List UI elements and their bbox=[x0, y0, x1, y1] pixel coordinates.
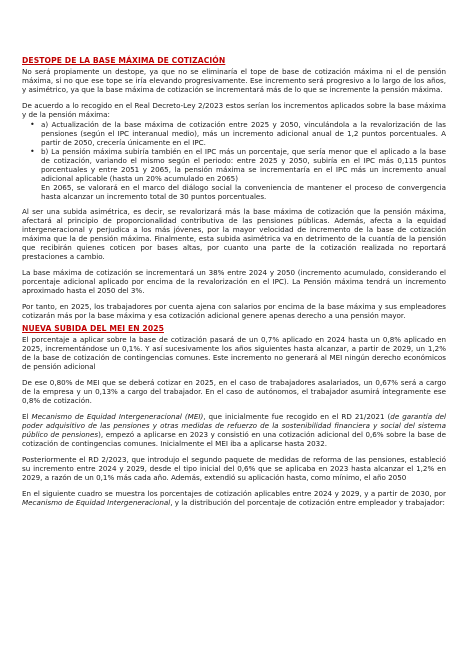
text-run: , que inicialmente fue recogido en el RD 21/2021 ( bbox=[203, 411, 391, 421]
bullet-list bbox=[22, 120, 446, 183]
text-run: , y la distribución del porcentaje de cotización entre empleador y trabajador: bbox=[170, 497, 445, 507]
bullet-item-b: • b) La pensión máxima subiría también en el IPC más un porcentaje, que sería menor que el aplicado a la base de cotización, variando el mismo según el periodo: entre 2025 y 2050, subiría en el IPC más 0,115 puntos porcentuales y entre 2051 y 2065, la pensión máxima se incrementaría en el IPC más un incremento anual adicional aplicable (hasta un 20% acumulado en 2065) bbox=[22, 147, 446, 183]
text-run-italic: Mecanismo de Equidad Intergeneracional (MEI) bbox=[31, 411, 204, 421]
bullet-continuation: En 2065, se valorará en el marco del diálogo social la conveniencia de mantener el proceso de convergencia hasta alcanzar un incremento total de 30 puntos porcentuales. bbox=[41, 182, 446, 201]
section-mei bbox=[22, 324, 446, 507]
paragraph-mei-origin bbox=[22, 412, 446, 448]
text-run: El bbox=[22, 411, 32, 421]
section-heading-destope: DESTOPE DE LA BASE MÁXIMA DE COTIZACIÓN bbox=[22, 56, 226, 65]
text-run-italic: de garantía del poder adquisitivo de las pensiones y otras medidas de refuerzo de la sostenibilidad financiera y social del sistema público de pensiones bbox=[22, 411, 447, 439]
section-destope bbox=[22, 56, 446, 320]
paragraph: De ese 0,80% de MEI que se deberá cotizar en 2025, en el caso de trabajadores asalariados, un 0,67% será a cargo de la empresa y un 0,13% a cargo del trabajador. En el caso de autónomos, el trabajador asumirá íntegramente ese 0,8% de cotización. bbox=[22, 377, 446, 405]
paragraph: De acuerdo a lo recogido en el Real Decreto-Ley 2/2023 estos serían los incrementos aplicados sobre la base máxima y de la pensión máxima: bbox=[22, 100, 446, 119]
paragraph: Posteriormente el RD 2/2023, que introdujo el segundo paquete de medidas de reforma de las pensiones, estableció su incremento entre 2024 y 2029, desde el tipo inicial del 0,6% que se aplicaba en 2023 hasta alcanzar el 1,2% en 2029, a razón de un 0,1% más cada año. Además, extendió su aplicación hasta, como mínimo, el año 2050 bbox=[22, 454, 446, 482]
paragraph-table-intro bbox=[22, 489, 446, 507]
text-run-italic: Mecanismo de Equidad Intergeneracional bbox=[22, 497, 171, 507]
text-run: En el siguiente cuadro se muestra los porcentajes de cotización aplicables entre 2024 y 2029, y a partir de 2030, por bbox=[22, 488, 446, 498]
paragraph: La base máxima de cotización se incrementará un 38% entre 2024 y 2050 (incremento acumulado, considerando el porcentaje adicional aplicado por encima de la revalorización en el IPC). La Pensión máxima tendrá un incremento aproximado hasta el 2050 del 3%. bbox=[22, 267, 446, 295]
section-heading-mei: NUEVA SUBIDA DEL MEI EN 2025 bbox=[22, 323, 164, 333]
paragraph: No será propiamente un destope, ya que no se eliminaría el tope de base de cotización máxima ni el de pensión máxima, si no que ese tope se iría elevando progresivamente. Ese incremento será progresivo a lo largo de los años, y asimétrico, ya que la base máxima de cotización se incrementará más de lo que se incremente la pensión máxima. bbox=[22, 66, 446, 94]
paragraph: El porcentaje a aplicar sobre la base de cotización pasará de un 0,7% aplicado en 2024 hasta un 0,8% aplicado en 2025, incrementándose un 0,1%. Y así sucesivamente los años siguientes hasta alcanzar, a partir de 2029, un 1,2% de la base de cotización de contingencias comunes. Este incremento no generará al MEI ningún derecho económicos de pensión adicional bbox=[22, 334, 446, 371]
paragraph: Al ser una subida asimétrica, es decir, se revalorizará más la base máxima de cotización que la pensión máxima, afectará al principio de proporcionalidad contributiva de las pensiones públicas. Además, afecta a la equidad intergeneracional y perjudica a los más jóvenes, por la mayor velocidad de incremento de la base de cotización máxima que la de pensión máxima. Finalmente, esta subida asimétrica va en detrimento de la cuantía de la pensión que recibirán quienes coticen por bases altas, por cuanto una parte de la cotización realizada no reportará prestaciones a cambio. bbox=[22, 206, 446, 261]
bullet-item-a: • a) Actualización de la base máxima de cotización entre 2025 y 2050, vinculándola a la revalorización de las pensiones (según el IPC interanual medio), más un incremento adicional anual de 1,2 puntos porcentuales. A partir de 2050, crecería únicamente en el IPC. bbox=[22, 120, 446, 147]
paragraph: Por tanto, en 2025, los trabajadores por cuenta ajena con salarios por encima de la base máxima y sus empleadores cotizarán más por la base máxima y esa cotización adicional genere apenas derecho a una pensión mayor. bbox=[22, 301, 446, 320]
text-run: ), empezó a aplicarse en 2023 y consistió en una cotización adicional del 0,6% sobre la base de cotización de contingencias comunes. Inicialmente el MEI iba a aplicarse hasta 2032. bbox=[22, 429, 446, 448]
